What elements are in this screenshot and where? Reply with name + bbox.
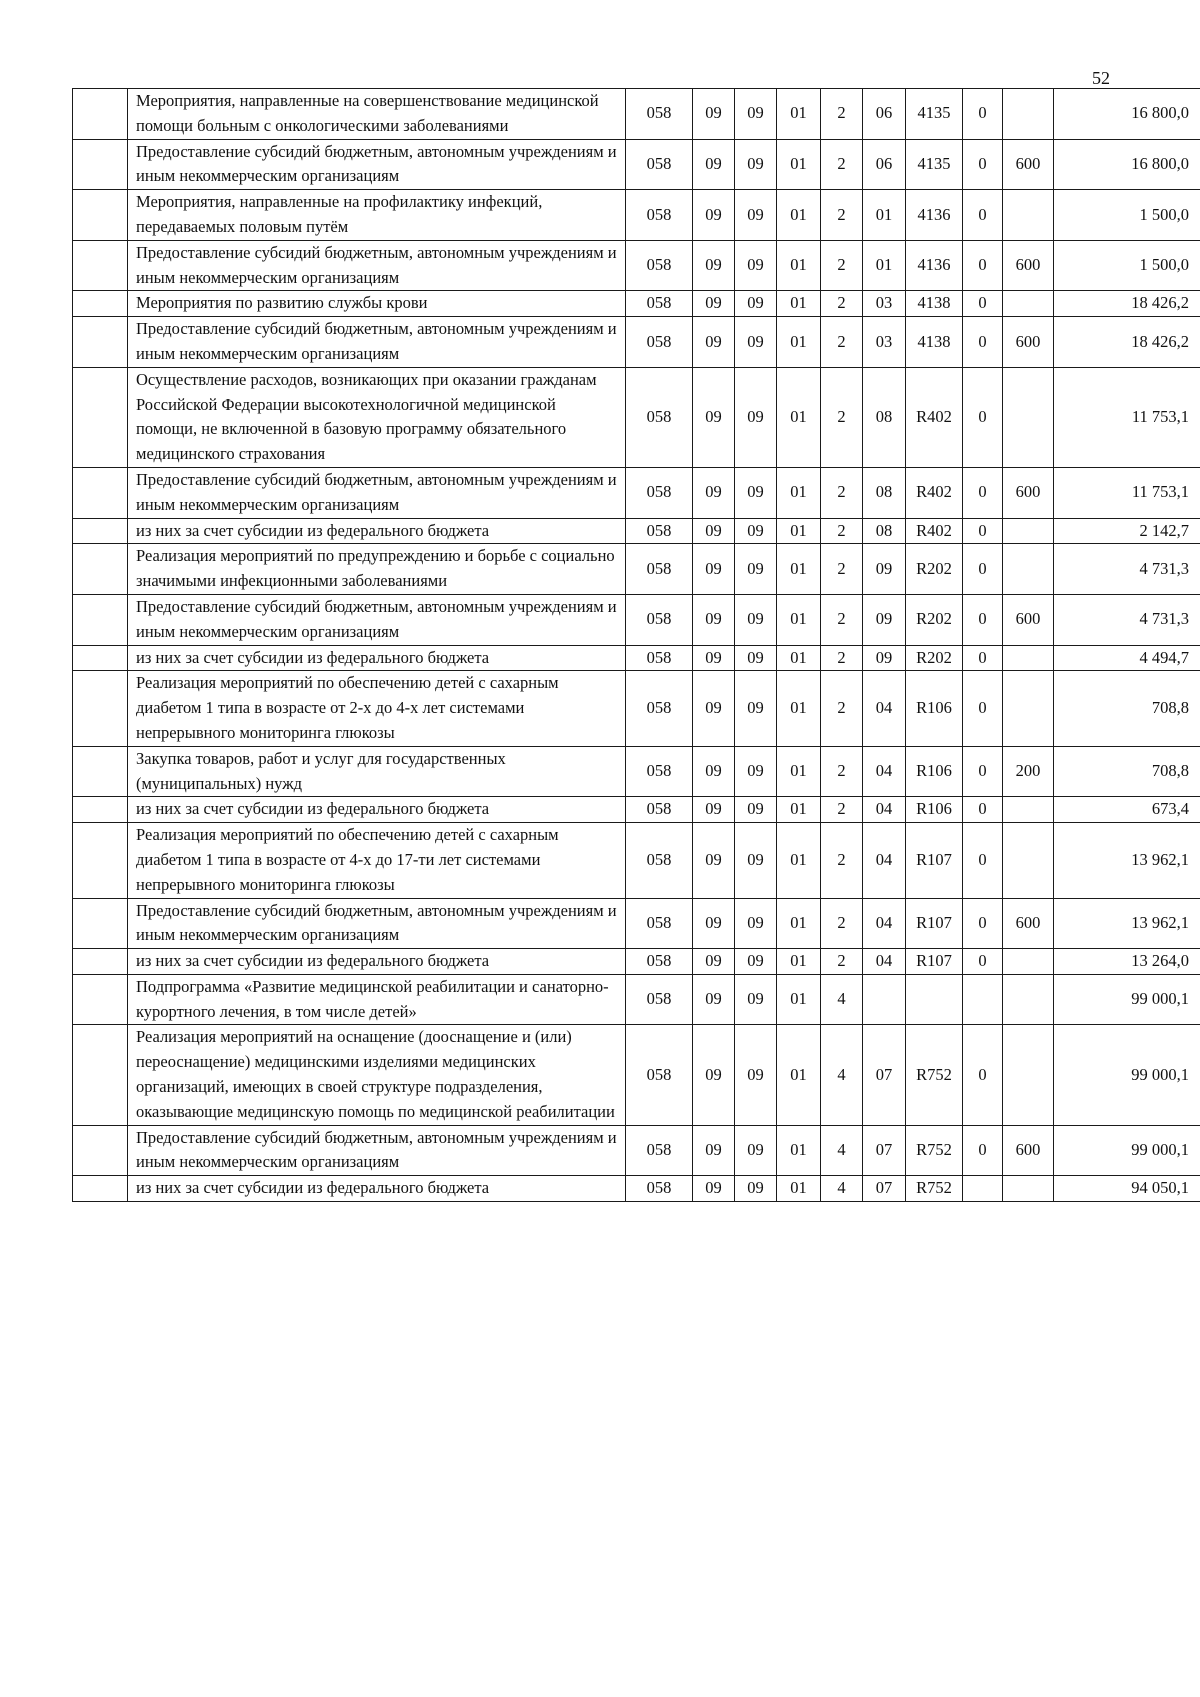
table-row: [73, 1176, 1200, 1202]
section-code-cell: 09: [693, 1025, 735, 1125]
subprogram-code-cell: 2: [821, 746, 863, 797]
row-number-cell: [73, 467, 128, 518]
section-code-cell: 09: [693, 594, 735, 645]
subsection-code-cell: 09: [735, 367, 777, 467]
subsection-code-cell: 09: [735, 594, 777, 645]
section-code-cell: 09: [693, 746, 735, 797]
item-name-cell: из них за счет субсидии из федерального бюджета: [128, 518, 626, 544]
ministry-code-cell: 058: [626, 317, 693, 368]
item-name-cell: Предоставление субсидий бюджетным, автономным учреждениям и иным некоммерческим организациям: [128, 594, 626, 645]
subsection-code-cell: 09: [735, 467, 777, 518]
event-code-cell: 03: [863, 291, 906, 317]
direction-code-cell: R202: [906, 544, 963, 595]
extra-code-cell: 0: [963, 89, 1003, 140]
section-code-cell: 09: [693, 240, 735, 291]
extra-code-cell: 0: [963, 1125, 1003, 1176]
item-name-cell: Мероприятия по развитию службы крови: [128, 291, 626, 317]
sum-cell: 99 000,1: [1054, 1125, 1200, 1176]
direction-code-cell: R106: [906, 797, 963, 823]
table-row: [73, 797, 1200, 823]
extra-code-cell: 0: [963, 190, 1003, 241]
extra-code-cell: 0: [963, 949, 1003, 975]
program-code-cell: 01: [777, 594, 821, 645]
program-code-cell: 01: [777, 823, 821, 898]
row-number-cell: [73, 89, 128, 140]
item-name-cell: Подпрограмма «Развитие медицинской реабилитации и санаторно-курортного лечения, в том числе детей»: [128, 974, 626, 1025]
expense-type-code-cell: 200: [1003, 746, 1054, 797]
subprogram-code-cell: 4: [821, 1176, 863, 1202]
table-row: [73, 898, 1200, 949]
table-row: [73, 190, 1200, 241]
expense-type-code-cell: [1003, 291, 1054, 317]
program-code-cell: 01: [777, 1125, 821, 1176]
table-row: [73, 317, 1200, 368]
subsection-code-cell: 09: [735, 518, 777, 544]
subprogram-code-cell: 2: [821, 89, 863, 140]
row-number-cell: [73, 823, 128, 898]
direction-code-cell: R752: [906, 1025, 963, 1125]
item-name-cell: Предоставление субсидий бюджетным, автономным учреждениям и иным некоммерческим организациям: [128, 898, 626, 949]
subsection-code-cell: 09: [735, 671, 777, 746]
table-row: [73, 518, 1200, 544]
row-number-cell: [73, 949, 128, 975]
section-code-cell: 09: [693, 317, 735, 368]
direction-code-cell: R752: [906, 1176, 963, 1202]
sum-cell: 673,4: [1054, 797, 1200, 823]
item-name-cell: Реализация мероприятий на оснащение (дооснащение и (или) переоснащение) медицинскими изделиями медицинских организаций, имеющих в своей структуре подразделения, оказывающие медицинскую помощь по медицинской реабилитации: [128, 1025, 626, 1125]
event-code-cell: 04: [863, 797, 906, 823]
extra-code-cell: 0: [963, 746, 1003, 797]
ministry-code-cell: 058: [626, 89, 693, 140]
event-code-cell: 09: [863, 645, 906, 671]
event-code-cell: 08: [863, 367, 906, 467]
extra-code-cell: 0: [963, 671, 1003, 746]
extra-code-cell: 0: [963, 1025, 1003, 1125]
table-row: [73, 544, 1200, 595]
ministry-code-cell: 058: [626, 671, 693, 746]
event-code-cell: 04: [863, 671, 906, 746]
program-code-cell: 01: [777, 190, 821, 241]
section-code-cell: 09: [693, 1176, 735, 1202]
extra-code-cell: 0: [963, 645, 1003, 671]
expense-type-code-cell: [1003, 544, 1054, 595]
expense-type-code-cell: [1003, 190, 1054, 241]
event-code-cell: 08: [863, 467, 906, 518]
subsection-code-cell: 09: [735, 291, 777, 317]
row-number-cell: [73, 746, 128, 797]
sum-cell: 4 731,3: [1054, 594, 1200, 645]
section-code-cell: 09: [693, 797, 735, 823]
table-row: [73, 949, 1200, 975]
subsection-code-cell: 09: [735, 823, 777, 898]
row-number-cell: [73, 317, 128, 368]
ministry-code-cell: 058: [626, 746, 693, 797]
sum-cell: 18 426,2: [1054, 317, 1200, 368]
sum-cell: 708,8: [1054, 746, 1200, 797]
program-code-cell: 01: [777, 949, 821, 975]
sum-cell: 1 500,0: [1054, 190, 1200, 241]
table-row: [73, 367, 1200, 467]
section-code-cell: 09: [693, 139, 735, 190]
ministry-code-cell: 058: [626, 797, 693, 823]
section-code-cell: 09: [693, 645, 735, 671]
item-name-cell: Предоставление субсидий бюджетным, автономным учреждениям и иным некоммерческим организациям: [128, 139, 626, 190]
item-name-cell: Предоставление субсидий бюджетным, автономным учреждениям и иным некоммерческим организациям: [128, 240, 626, 291]
extra-code-cell: 0: [963, 544, 1003, 595]
event-code-cell: 09: [863, 594, 906, 645]
section-code-cell: 09: [693, 367, 735, 467]
ministry-code-cell: 058: [626, 594, 693, 645]
event-code-cell: 07: [863, 1025, 906, 1125]
direction-code-cell: R402: [906, 367, 963, 467]
row-number-cell: [73, 974, 128, 1025]
item-name-cell: из них за счет субсидии из федерального бюджета: [128, 797, 626, 823]
subsection-code-cell: 09: [735, 544, 777, 595]
sum-cell: 11 753,1: [1054, 467, 1200, 518]
subprogram-code-cell: 2: [821, 139, 863, 190]
ministry-code-cell: 058: [626, 291, 693, 317]
expense-type-code-cell: 600: [1003, 139, 1054, 190]
subprogram-code-cell: 2: [821, 671, 863, 746]
section-code-cell: 09: [693, 823, 735, 898]
row-number-cell: [73, 898, 128, 949]
item-name-cell: Предоставление субсидий бюджетным, автономным учреждениям и иным некоммерческим организациям: [128, 1125, 626, 1176]
expense-type-code-cell: [1003, 1025, 1054, 1125]
row-number-cell: [73, 645, 128, 671]
subprogram-code-cell: 2: [821, 317, 863, 368]
row-number-cell: [73, 291, 128, 317]
row-number-cell: [73, 367, 128, 467]
program-code-cell: 01: [777, 645, 821, 671]
extra-code-cell: 0: [963, 467, 1003, 518]
direction-code-cell: R202: [906, 594, 963, 645]
event-code-cell: 04: [863, 898, 906, 949]
event-code-cell: 01: [863, 240, 906, 291]
row-number-cell: [73, 518, 128, 544]
program-code-cell: 01: [777, 518, 821, 544]
ministry-code-cell: 058: [626, 240, 693, 291]
sum-cell: 4 731,3: [1054, 544, 1200, 595]
item-name-cell: Закупка товаров, работ и услуг для государственных (муниципальных) нужд: [128, 746, 626, 797]
direction-code-cell: 4135: [906, 139, 963, 190]
ministry-code-cell: 058: [626, 1025, 693, 1125]
program-code-cell: 01: [777, 317, 821, 368]
row-number-cell: [73, 240, 128, 291]
subsection-code-cell: 09: [735, 1025, 777, 1125]
direction-code-cell: 4136: [906, 190, 963, 241]
subprogram-code-cell: 2: [821, 467, 863, 518]
extra-code-cell: 0: [963, 139, 1003, 190]
subprogram-code-cell: 2: [821, 240, 863, 291]
program-code-cell: 01: [777, 367, 821, 467]
expense-type-code-cell: 600: [1003, 1125, 1054, 1176]
item-name-cell: Предоставление субсидий бюджетным, автономным учреждениям и иным некоммерческим организациям: [128, 467, 626, 518]
event-code-cell: 09: [863, 544, 906, 595]
direction-code-cell: 4138: [906, 291, 963, 317]
program-code-cell: 01: [777, 291, 821, 317]
sum-cell: 4 494,7: [1054, 645, 1200, 671]
subsection-code-cell: 09: [735, 89, 777, 140]
table-row: [73, 594, 1200, 645]
ministry-code-cell: 058: [626, 544, 693, 595]
event-code-cell: 04: [863, 823, 906, 898]
program-code-cell: 01: [777, 240, 821, 291]
subsection-code-cell: 09: [735, 190, 777, 241]
subsection-code-cell: 09: [735, 974, 777, 1025]
event-code-cell: 08: [863, 518, 906, 544]
ministry-code-cell: 058: [626, 367, 693, 467]
expense-type-code-cell: [1003, 645, 1054, 671]
subprogram-code-cell: 2: [821, 898, 863, 949]
ministry-code-cell: 058: [626, 974, 693, 1025]
ministry-code-cell: 058: [626, 190, 693, 241]
direction-code-cell: R752: [906, 1125, 963, 1176]
sum-cell: 11 753,1: [1054, 367, 1200, 467]
sum-cell: 99 000,1: [1054, 974, 1200, 1025]
program-code-cell: 01: [777, 467, 821, 518]
section-code-cell: 09: [693, 671, 735, 746]
item-name-cell: Мероприятия, направленные на совершенствование медицинской помощи больным с онкологическими заболеваниями: [128, 89, 626, 140]
extra-code-cell: 0: [963, 898, 1003, 949]
expense-type-code-cell: [1003, 949, 1054, 975]
ministry-code-cell: 058: [626, 898, 693, 949]
item-name-cell: Реализация мероприятий по обеспечению детей с сахарным диабетом 1 типа в возрасте от 4-х до 17-ти лет системами непрерывного мониторинга глюкозы: [128, 823, 626, 898]
subsection-code-cell: 09: [735, 1125, 777, 1176]
subprogram-code-cell: 2: [821, 291, 863, 317]
program-code-cell: 01: [777, 1176, 821, 1202]
budget-table-body: [73, 89, 1200, 1202]
section-code-cell: 09: [693, 190, 735, 241]
item-name-cell: Мероприятия, направленные на профилактику инфекций, передаваемых половым путём: [128, 190, 626, 241]
event-code-cell: [863, 974, 906, 1025]
program-code-cell: 01: [777, 797, 821, 823]
subsection-code-cell: 09: [735, 317, 777, 368]
sum-cell: 13 962,1: [1054, 823, 1200, 898]
table-row: [73, 823, 1200, 898]
direction-code-cell: 4138: [906, 317, 963, 368]
expense-type-code-cell: [1003, 823, 1054, 898]
direction-code-cell: R106: [906, 671, 963, 746]
program-code-cell: 01: [777, 89, 821, 140]
ministry-code-cell: 058: [626, 139, 693, 190]
item-name-cell: Реализация мероприятий по обеспечению детей с сахарным диабетом 1 типа в возрасте от 2-х до 4-х лет системами непрерывного мониторинга глюкозы: [128, 671, 626, 746]
event-code-cell: 04: [863, 746, 906, 797]
table-row: [73, 139, 1200, 190]
sum-cell: 16 800,0: [1054, 139, 1200, 190]
direction-code-cell: R107: [906, 823, 963, 898]
subprogram-code-cell: 2: [821, 594, 863, 645]
table-row: [73, 671, 1200, 746]
direction-code-cell: [906, 974, 963, 1025]
direction-code-cell: 4135: [906, 89, 963, 140]
program-code-cell: 01: [777, 671, 821, 746]
row-number-cell: [73, 1025, 128, 1125]
item-name-cell: из них за счет субсидии из федерального бюджета: [128, 1176, 626, 1202]
extra-code-cell: 0: [963, 317, 1003, 368]
table-row: [73, 1025, 1200, 1125]
expense-type-code-cell: [1003, 1176, 1054, 1202]
item-name-cell: Осуществление расходов, возникающих при оказании гражданам Российской Федерации высокотехнологичной медицинской помощи, не включенной в базовую программу обязательного медицинского страхования: [128, 367, 626, 467]
event-code-cell: 03: [863, 317, 906, 368]
program-code-cell: 01: [777, 1025, 821, 1125]
subprogram-code-cell: 2: [821, 949, 863, 975]
extra-code-cell: 0: [963, 291, 1003, 317]
extra-code-cell: 0: [963, 823, 1003, 898]
sum-cell: 94 050,1: [1054, 1176, 1200, 1202]
subprogram-code-cell: 2: [821, 797, 863, 823]
table-row: [73, 645, 1200, 671]
expense-type-code-cell: 600: [1003, 240, 1054, 291]
sum-cell: 1 500,0: [1054, 240, 1200, 291]
direction-code-cell: R107: [906, 949, 963, 975]
event-code-cell: 07: [863, 1176, 906, 1202]
expense-type-code-cell: 600: [1003, 898, 1054, 949]
program-code-cell: 01: [777, 974, 821, 1025]
expense-type-code-cell: [1003, 367, 1054, 467]
direction-code-cell: R202: [906, 645, 963, 671]
section-code-cell: 09: [693, 1125, 735, 1176]
subsection-code-cell: 09: [735, 240, 777, 291]
row-number-cell: [73, 1176, 128, 1202]
sum-cell: 18 426,2: [1054, 291, 1200, 317]
table-row: [73, 467, 1200, 518]
subsection-code-cell: 09: [735, 746, 777, 797]
sum-cell: 13 962,1: [1054, 898, 1200, 949]
sum-cell: 16 800,0: [1054, 89, 1200, 140]
section-code-cell: 09: [693, 949, 735, 975]
expense-type-code-cell: [1003, 89, 1054, 140]
subsection-code-cell: 09: [735, 898, 777, 949]
section-code-cell: 09: [693, 898, 735, 949]
ministry-code-cell: 058: [626, 1176, 693, 1202]
budget-table: [72, 88, 1200, 1202]
section-code-cell: 09: [693, 291, 735, 317]
event-code-cell: 06: [863, 89, 906, 140]
subprogram-code-cell: 2: [821, 544, 863, 595]
event-code-cell: 04: [863, 949, 906, 975]
table-row: [73, 291, 1200, 317]
program-code-cell: 01: [777, 544, 821, 595]
ministry-code-cell: 058: [626, 1125, 693, 1176]
extra-code-cell: 0: [963, 367, 1003, 467]
subprogram-code-cell: 4: [821, 1125, 863, 1176]
row-number-cell: [73, 190, 128, 241]
item-name-cell: из них за счет субсидии из федерального бюджета: [128, 645, 626, 671]
subprogram-code-cell: 2: [821, 190, 863, 241]
ministry-code-cell: 058: [626, 518, 693, 544]
expense-type-code-cell: [1003, 797, 1054, 823]
sum-cell: 13 264,0: [1054, 949, 1200, 975]
section-code-cell: 09: [693, 518, 735, 544]
sum-cell: 2 142,7: [1054, 518, 1200, 544]
item-name-cell: Реализация мероприятий по предупреждению и борьбе с социально значимыми инфекционными заболеваниями: [128, 544, 626, 595]
row-number-cell: [73, 544, 128, 595]
section-code-cell: 09: [693, 467, 735, 518]
subprogram-code-cell: 2: [821, 645, 863, 671]
section-code-cell: 09: [693, 544, 735, 595]
expense-type-code-cell: 600: [1003, 467, 1054, 518]
subsection-code-cell: 09: [735, 949, 777, 975]
page-number: 52: [1092, 68, 1110, 88]
sum-cell: 708,8: [1054, 671, 1200, 746]
subsection-code-cell: 09: [735, 1176, 777, 1202]
table-row: [73, 1125, 1200, 1176]
table-row: [73, 89, 1200, 140]
expense-type-code-cell: [1003, 974, 1054, 1025]
ministry-code-cell: 058: [626, 645, 693, 671]
item-name-cell: Предоставление субсидий бюджетным, автономным учреждениям и иным некоммерческим организациям: [128, 317, 626, 368]
extra-code-cell: 0: [963, 594, 1003, 645]
program-code-cell: 01: [777, 746, 821, 797]
ministry-code-cell: 058: [626, 467, 693, 518]
direction-code-cell: R106: [906, 746, 963, 797]
table-row: [73, 974, 1200, 1025]
extra-code-cell: [963, 974, 1003, 1025]
table-row: [73, 746, 1200, 797]
program-code-cell: 01: [777, 898, 821, 949]
row-number-cell: [73, 1125, 128, 1176]
subsection-code-cell: 09: [735, 139, 777, 190]
expense-type-code-cell: [1003, 518, 1054, 544]
extra-code-cell: [963, 1176, 1003, 1202]
subprogram-code-cell: 2: [821, 518, 863, 544]
extra-code-cell: 0: [963, 797, 1003, 823]
event-code-cell: 06: [863, 139, 906, 190]
expense-type-code-cell: [1003, 671, 1054, 746]
direction-code-cell: R402: [906, 518, 963, 544]
subprogram-code-cell: 4: [821, 974, 863, 1025]
direction-code-cell: R402: [906, 467, 963, 518]
section-code-cell: 09: [693, 974, 735, 1025]
row-number-cell: [73, 797, 128, 823]
event-code-cell: 01: [863, 190, 906, 241]
expense-type-code-cell: 600: [1003, 594, 1054, 645]
subsection-code-cell: 09: [735, 797, 777, 823]
table-row: [73, 240, 1200, 291]
extra-code-cell: 0: [963, 518, 1003, 544]
program-code-cell: 01: [777, 139, 821, 190]
row-number-cell: [73, 671, 128, 746]
ministry-code-cell: 058: [626, 949, 693, 975]
item-name-cell: из них за счет субсидии из федерального бюджета: [128, 949, 626, 975]
direction-code-cell: R107: [906, 898, 963, 949]
subprogram-code-cell: 2: [821, 367, 863, 467]
subprogram-code-cell: 2: [821, 823, 863, 898]
event-code-cell: 07: [863, 1125, 906, 1176]
direction-code-cell: 4136: [906, 240, 963, 291]
row-number-cell: [73, 594, 128, 645]
subsection-code-cell: 09: [735, 645, 777, 671]
section-code-cell: 09: [693, 89, 735, 140]
expense-type-code-cell: 600: [1003, 317, 1054, 368]
ministry-code-cell: 058: [626, 823, 693, 898]
sum-cell: 99 000,1: [1054, 1025, 1200, 1125]
row-number-cell: [73, 139, 128, 190]
extra-code-cell: 0: [963, 240, 1003, 291]
subprogram-code-cell: 4: [821, 1025, 863, 1125]
